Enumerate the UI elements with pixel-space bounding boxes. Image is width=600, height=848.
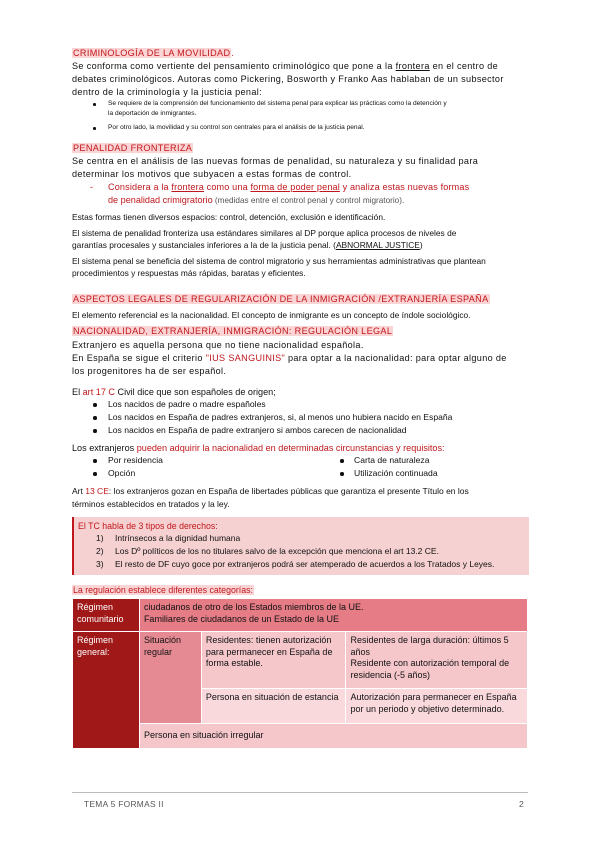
table-row (73, 632, 528, 689)
regulacion-title (72, 584, 254, 597)
article-ref: art 17 C (82, 387, 115, 397)
paragraph: Estas formas tienen diversos espacios: control, detención, exclusión e identificación. (72, 212, 386, 222)
bullet-text: Los nacidos de padre o madre españoles (108, 399, 266, 409)
heading-text: ASPECTOS LEGALES DE REGULARIZACIÓN DE LA INMIGRACIÓN /EXTRANJERÍA ESPAÑA (73, 294, 489, 304)
heading-aspectos (72, 293, 490, 306)
paragraph: El elemento referencial es la nacionalidad. El concepto de inmigrante es un concepto de índole sociológico. (72, 310, 471, 320)
paragraph: términos establecidos en tratados y la ley. (72, 499, 230, 509)
text: Art (72, 486, 86, 496)
dash-item (108, 181, 469, 194)
underlined-term: frontera (171, 182, 204, 192)
table-row (73, 599, 528, 632)
heading-text: NACIONALIDAD, EXTRANJERÍA, INMIGRACIÓN: REGULACIÓN LEGAL (73, 326, 393, 336)
bullet-marker (93, 429, 97, 433)
heading-text: CRIMINOLOGÍA DE LA MOVILIDAD (73, 48, 231, 58)
bullet-marker (93, 459, 97, 463)
paragraph: Se centra en el análisis de las nuevas formas de penalidad, su naturaleza y su finalidad para (72, 156, 479, 166)
residentes-cell: Residentes: tienen autorización para permanecer en España de forma estable. (201, 632, 346, 689)
dash-marker: - (90, 182, 94, 192)
text: como una (203, 182, 251, 192)
cell-text: Residente con autorización temporal de residencia (-5 años) (350, 658, 510, 680)
page-number: 2 (519, 799, 524, 809)
tc-title (78, 520, 218, 533)
paragraph: los progenitores ha de ser español. (72, 366, 227, 376)
bullet-marker (340, 459, 344, 463)
heading-text: PENALIDAD FRONTERIZA (73, 143, 193, 153)
bullet-text: la deportación de inmigrantes. (108, 110, 197, 117)
regimen-table (72, 598, 528, 749)
bullet-marker (93, 103, 96, 106)
tc-item (96, 545, 439, 558)
text: : los extranjeros gozan en España de libertades públicas que garantiza el presente Título en los (108, 486, 469, 496)
paragraph: El sistema de penalidad fronteriza usa estándares similares al DP porque aplica procesos de niveles de (72, 228, 457, 238)
paragraph (72, 485, 469, 498)
text: en el centro de (429, 61, 499, 71)
text: Los extranjeros (72, 443, 137, 453)
paragraph: El sistema penal se beneficia del sistema de control migratorio y sus herramientas administrativas que plantean (72, 256, 486, 266)
highlighted-term: "IUS SANGUINIS" (205, 353, 286, 363)
paragraph: procedimientos y respuestas más rápidas, baratas y eficientes. (72, 268, 306, 278)
item-text: El resto de DF cuyo goce por extranjeros podrá ser atemperado de acuerdos a los Tratados y Leyes. (115, 559, 495, 569)
regimen-comunitario-content (139, 599, 527, 632)
cell-text: ciudadanos de otro de los Estados miembros de la UE. (143, 602, 364, 612)
item-text: Intrínsecos a la dignidad humana (115, 533, 241, 543)
paragraph (72, 239, 423, 252)
paragraph: dentro de la criminología y la justicia penal: (72, 87, 262, 97)
note: (medidas entre el control penal y control migratorio). (212, 196, 405, 205)
highlighted-text: pueden adquirir la nacionalidad en determinadas circunstancias y requisitos: (136, 443, 445, 453)
cell-text: Familiares de ciudadanos de un Estado de la UE (143, 613, 340, 624)
tc-item (96, 558, 495, 571)
bullet-marker (93, 416, 97, 420)
bullet-marker (340, 472, 344, 476)
bullet-marker (93, 472, 97, 476)
underlined-term: forma de poder penal (250, 182, 340, 192)
item-number: 2) (96, 546, 104, 556)
paragraph (72, 442, 445, 455)
dash-item-continued (108, 194, 404, 208)
bullet-text: Se requiere de la comprensión del funcionamiento del sistema penal para explicar las prácticas como la detención y (108, 100, 447, 107)
bullet-text: Los nacidos en España de padre extranjero si ambos carecen de nacionalidad (108, 425, 407, 435)
bullet-text: Opción (108, 468, 136, 478)
article-ref: 13 CE (85, 486, 109, 496)
heading-nacionalidad (72, 325, 393, 338)
estancia-cell: Persona en situación de estancia (201, 689, 346, 724)
cell-text: Residentes de larga duración: últimos 5 años (350, 635, 509, 657)
text: y analiza estas nuevas formas (339, 182, 470, 192)
text: para optar a la nacionalidad: para optar alguno de (285, 353, 507, 363)
bullet-marker (93, 403, 97, 407)
bullet-text: Los nacidos en España de padres extranjeros, si, al menos uno hubiera nacido en España (108, 412, 453, 422)
situacion-regular-cell: Situación regular (139, 632, 201, 724)
underlined-term: ABNORMAL JUSTICE (335, 240, 420, 250)
heading-criminologia: CRIMINOLOGÍA DE LA MOVILIDAD. (73, 48, 235, 58)
item-number: 1) (96, 533, 104, 543)
paragraph: Extranjero es aquella persona que no tiene nacionalidad española. (72, 340, 364, 350)
text: En España se sigue el criterio (72, 353, 206, 363)
larga-duracion-cell (346, 632, 528, 689)
heading-penalidad (72, 142, 193, 155)
regimen-comunitario-label: Régimen comunitario (73, 599, 140, 632)
text: Se conforma como vertiente del pensamiento criminológico que pone a la (72, 61, 396, 71)
bullet-text: Por residencia (108, 455, 163, 465)
bullet-text: Por otro lado, la movilidad y su control son centrales para el análisis de la justicia penal. (108, 124, 365, 131)
footer-title: TEMA 5 FORMAS II (84, 799, 164, 809)
paragraph: debates criminológicos. Autoras como Pickering, Bosworth y Franko Aas hablaban de un subsector (72, 74, 504, 84)
bullet-marker (93, 127, 96, 130)
tc-item (96, 532, 241, 545)
underlined-term: frontera (395, 61, 430, 71)
autorizacion-cell: Autorización para permanecer en España por un periodo y objetivo determinado. (346, 689, 528, 724)
item-text: Los Dº políticos de los no titulares salvo de la excepción que menciona el art 13.2 CE. (115, 546, 439, 556)
irregular-cell: Persona en situación irregular (139, 724, 527, 749)
text: garantías procesales y sustanciales inferiores a la de la justicia penal. ( (72, 240, 336, 250)
text: Considera a la (108, 182, 172, 192)
text: ) (419, 240, 423, 250)
table-row (73, 724, 528, 749)
text: Civil dice que son españoles de origen; (114, 387, 276, 397)
paragraph (72, 386, 276, 399)
regimen-general-label: Régimen general: (73, 632, 140, 749)
text: de penalidad crimigratorio (108, 195, 213, 205)
item-number: 3) (96, 559, 104, 569)
bullet-text: Utilización continuada (354, 468, 438, 478)
paragraph: determinar los motivos que subyacen a estas formas de control. (72, 169, 352, 179)
footer-divider (72, 792, 528, 793)
bullet-text: Carta de naturaleza (354, 455, 430, 465)
text: El (72, 387, 83, 397)
paragraph (72, 60, 498, 73)
text: El TC habla de 3 tipos de derechos: (78, 521, 218, 531)
paragraph (72, 352, 507, 365)
heading-text: La regulación establece diferentes categorías: (73, 585, 253, 595)
